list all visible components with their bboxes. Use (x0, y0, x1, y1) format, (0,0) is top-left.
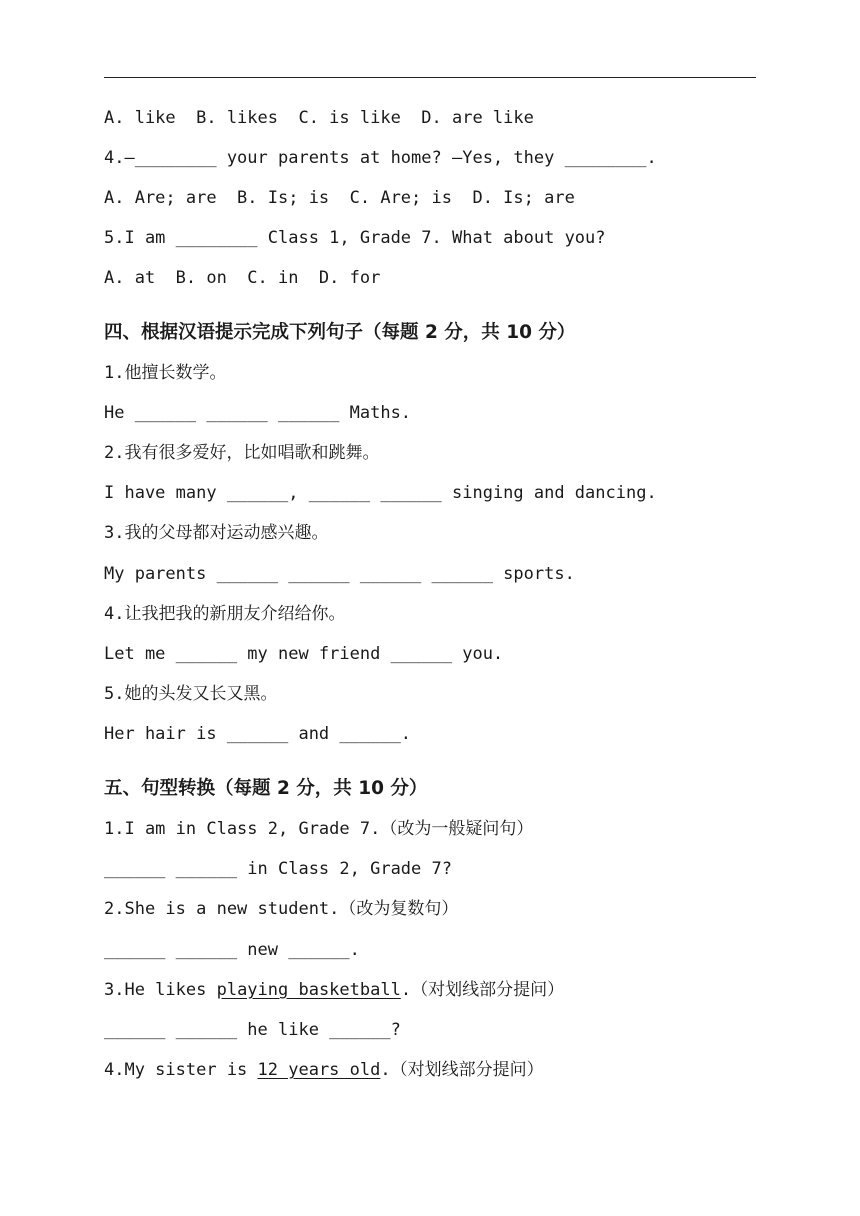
section5-heading: 五、句型转换（每题 2 分，共 10 分） (104, 778, 428, 799)
s4-item3-en: My parents ______ ______ ______ ______ sports. (104, 564, 575, 584)
s5-q4-underlined: 12 years old (257, 1060, 381, 1080)
s5-q4-prefix: 4.My sister is (104, 1060, 258, 1080)
s5-a3: ______ ______ he like ______? (104, 1020, 401, 1040)
s5-a1: ______ ______ in Class 2, Grade 7? (104, 859, 452, 879)
s5-q3 (104, 978, 564, 1002)
q3-options: A. like B. likes C. is like D. are like (104, 108, 534, 128)
s4-item5-en: Her hair is ______ and ______. (104, 724, 412, 744)
s5-q4-suffix: .（对划线部分提问） (380, 1060, 544, 1080)
s4-item3-cn: 3.我的父母都对运动感兴趣。 (104, 523, 329, 543)
s4-item4-en: Let me ______ my new friend ______ you. (104, 644, 504, 664)
s5-q3-prefix: 3.He likes (104, 980, 217, 1000)
q5-text: 5.I am ________ Class 1, Grade 7. What about you? (104, 228, 606, 248)
s4-item4-cn: 4.让我把我的新朋友介绍给你。 (104, 604, 346, 624)
section4-heading: 四、根据汉语提示完成下列句子（每题 2 分，共 10 分） (104, 322, 576, 343)
s5-q2: 2.She is a new student.（改为复数句） (104, 899, 459, 919)
s4-item2-en: I have many ______, ______ ______ singing and dancing. (104, 483, 657, 503)
q5-options: A. at B. on C. in D. for (104, 268, 381, 288)
s5-q3-underlined: playing basketball (216, 980, 401, 1000)
s4-item5-cn: 5.她的头发又长又黑。 (104, 684, 278, 704)
q4-text: 4.—________ your parents at home? —Yes, they ________. (104, 148, 657, 168)
q4-options: A. Are; are B. Is; is C. Are; is D. Is; are (104, 188, 575, 208)
s4-item1-en: He ______ ______ ______ Maths. (104, 403, 412, 423)
s5-q1: 1.I am in Class 2, Grade 7.（改为一般疑问句） (104, 819, 534, 839)
s5-q4 (104, 1058, 544, 1082)
s5-a2: ______ ______ new ______. (104, 940, 360, 960)
s5-q3-suffix: .（对划线部分提问） (400, 980, 565, 1000)
s4-item2-cn: 2.我有很多爱好，比如唱歌和跳舞。 (104, 443, 380, 463)
header-rule (104, 77, 756, 78)
s4-item1-cn: 1.他擅长数学。 (104, 363, 227, 383)
